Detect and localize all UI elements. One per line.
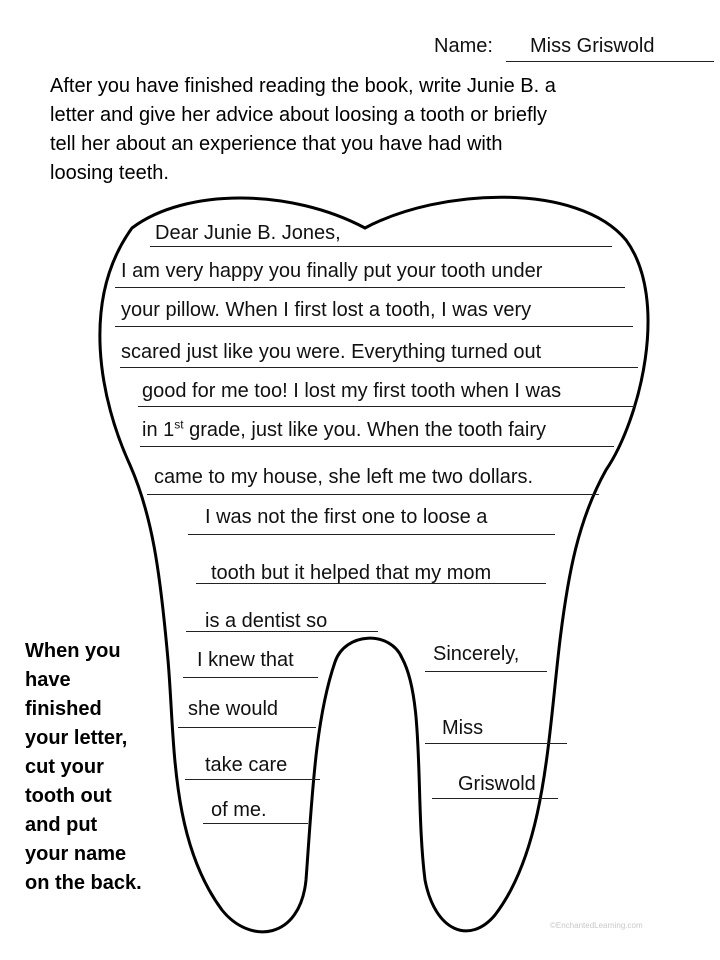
instructions-line: loosing teeth.: [50, 162, 169, 184]
side-note-line: your letter,: [25, 727, 128, 749]
side-note-line: your name: [25, 843, 127, 865]
letter-line[interactable]: good for me too! I lost my first tooth when I was: [142, 380, 562, 402]
letter-line[interactable]: is a dentist so: [205, 610, 328, 632]
letter-line[interactable]: scared just like you were. Everything turned out: [121, 341, 542, 363]
writing-line: [188, 534, 555, 535]
signature-line[interactable]: Miss: [442, 717, 484, 739]
writing-line: [196, 583, 546, 584]
writing-line: [432, 798, 558, 799]
writing-line: [115, 287, 625, 288]
signature-line[interactable]: Griswold: [458, 773, 536, 795]
name-label: Name:: [434, 35, 493, 57]
side-note-line: tooth out: [25, 785, 112, 807]
writing-line: [425, 743, 567, 744]
writing-line: [138, 406, 635, 407]
grade-text-before: in 1: [142, 419, 175, 441]
writing-line: [425, 671, 547, 672]
writing-line: [115, 326, 633, 327]
writing-line: [150, 246, 612, 247]
writing-line: [147, 494, 599, 495]
instructions: [50, 72, 650, 188]
name-underline: [506, 61, 714, 62]
root-line[interactable]: take care: [205, 754, 288, 776]
writing-line: [178, 727, 316, 728]
instructions-line: After you have finished reading the book, write Junie B. a: [50, 75, 556, 97]
letter-line[interactable]: came to my house, she left me two dollars.: [154, 466, 534, 488]
watermark: ©EnchantedLearning.com: [550, 921, 643, 930]
letter-line[interactable]: I am very happy you finally put your tooth under: [121, 260, 543, 282]
writing-line: [203, 823, 308, 824]
side-note-line: on the back.: [25, 872, 142, 894]
writing-line: [120, 367, 638, 368]
grade-text-after: grade, just like you. When the tooth fairy: [183, 419, 547, 441]
name-value[interactable]: Miss Griswold: [530, 35, 655, 57]
side-note-line: and put: [25, 814, 98, 836]
root-line[interactable]: of me.: [211, 799, 267, 821]
letter-greeting[interactable]: Dear Junie B. Jones,: [155, 222, 341, 244]
letter-line[interactable]: tooth but it helped that my mom: [211, 562, 492, 584]
letter-line-grade[interactable]: [142, 418, 546, 442]
side-note-line: cut your: [25, 756, 104, 778]
side-note-line: finished: [25, 698, 102, 720]
letter-line[interactable]: I was not the first one to loose a: [205, 506, 488, 528]
grade-ordinal-suffix: st: [174, 417, 184, 432]
side-note: [25, 637, 142, 898]
side-note-line: have: [25, 669, 71, 691]
root-line[interactable]: she would: [188, 698, 279, 720]
writing-line: [183, 677, 318, 678]
writing-line: [140, 446, 614, 447]
writing-line: [185, 779, 320, 780]
letter-closing[interactable]: Sincerely,: [433, 643, 520, 665]
letter-line[interactable]: your pillow. When I first lost a tooth, I was very: [121, 299, 532, 321]
side-note-line: When you: [25, 640, 121, 662]
instructions-line: letter and give her advice about loosing a tooth or briefly: [50, 104, 547, 126]
root-line[interactable]: I knew that: [197, 649, 294, 671]
instructions-line: tell her about an experience that you have had with: [50, 133, 503, 155]
writing-line: [186, 631, 378, 632]
